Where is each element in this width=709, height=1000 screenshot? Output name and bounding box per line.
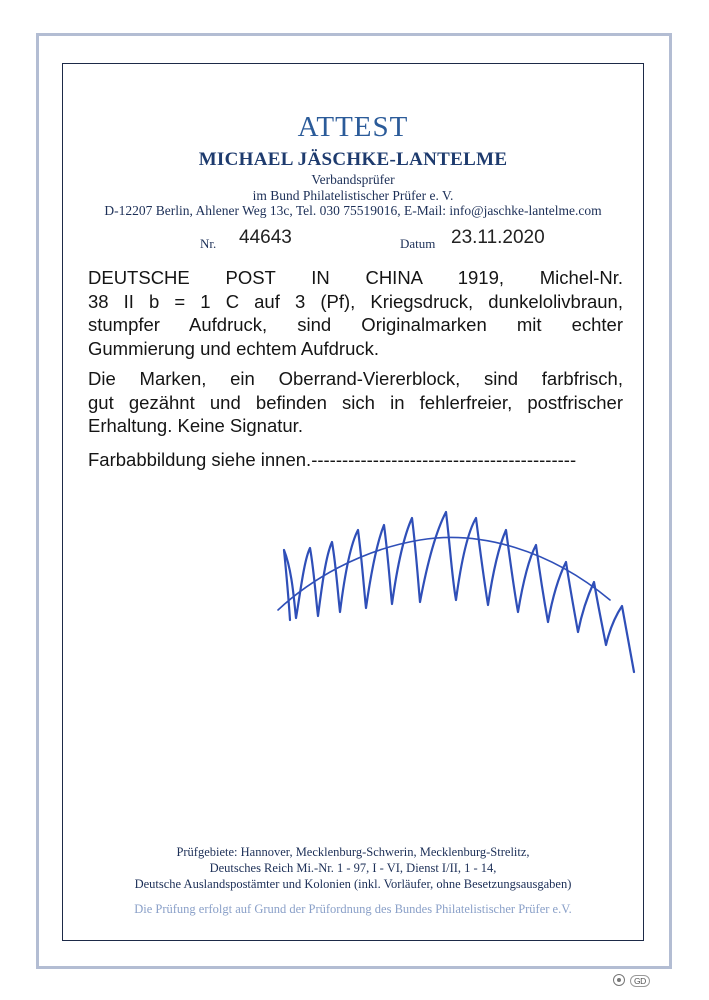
examiner-address: D-12207 Berlin, Ahlener Weg 13c, Tel. 030 75519016, E-Mail: info@jaschke-lantelme.com <box>104 203 602 218</box>
footer-note: Die Prüfung erfolgt auf Grund der Prüfordnung des Bundes Philatelistischer Prüfer e.V. <box>134 902 572 916</box>
text-line: Erhaltung. Keine Signatur. <box>88 415 303 436</box>
certificate-title: ATTEST <box>297 111 409 143</box>
footer-line-1: Prüfgebiete: Hannover, Mecklenburg-Schwerin, Mecklenburg-Strelitz, <box>176 845 530 859</box>
text-line: Gummierung und echtem Aufdruck. <box>88 337 380 359</box>
datum-label: Datum <box>400 236 436 251</box>
gd-mark: GD <box>630 975 650 987</box>
text-line: stumpfer Aufdruck, sind Originalmarken mit echter <box>88 314 623 335</box>
text-line: gut gezähnt und befinden sich in fehlerfreier, postfrischer <box>88 391 623 413</box>
examiner-name: MICHAEL JÄSCHKE-LANTELME <box>198 149 508 170</box>
signature-stroke <box>284 512 634 672</box>
text-line: DEUTSCHE POST IN CHINA 1919, Michel-Nr. <box>88 267 623 288</box>
examiner-role: Verbandsprüfer <box>311 172 395 187</box>
nr-label: Nr. <box>200 236 217 251</box>
printer-mark-icon <box>612 973 626 987</box>
examiner-association: im Bund Philatelistischer Prüfer e. V. <box>252 188 454 203</box>
footer-line-2: Deutsches Reich Mi.-Nr. 1 - 97, I - VI, Dienst I/II, 1 - 14, <box>209 861 497 875</box>
nr-value: 44643 <box>239 227 292 248</box>
text-line: Die Marken, ein Oberrand-Viererblock, sind farbfrisch, <box>88 368 623 389</box>
datum-value: 23.11.2020 <box>451 227 545 248</box>
paragraph-note: Farbabbildung siehe innen.------------------------------------------- <box>88 449 577 470</box>
paragraph-description <box>88 266 623 360</box>
handwritten-signature <box>270 500 660 700</box>
text-line: 38 II b = 1 C auf 3 (Pf), Kriegsdruck, dunkelolivbraun, <box>88 290 623 312</box>
footer-line-3: Deutsche Auslandspostämter und Kolonien (inkl. Vorläufer, ohne Besetzungsausgaben) <box>134 877 572 891</box>
paragraph-condition <box>88 367 623 438</box>
